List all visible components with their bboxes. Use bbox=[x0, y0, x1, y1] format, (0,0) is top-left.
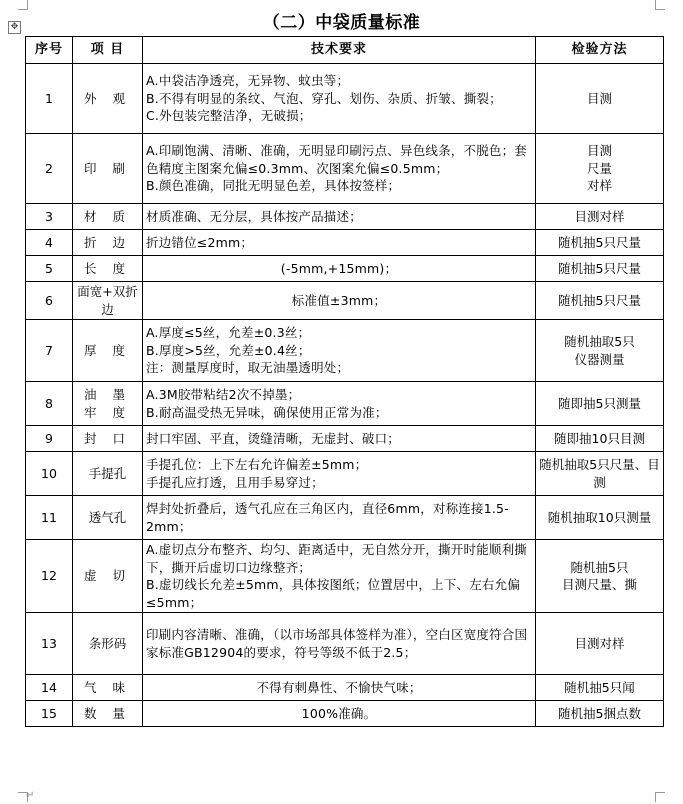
row-item: 封 口 bbox=[73, 426, 143, 452]
row-item: 印 刷 bbox=[73, 134, 143, 204]
method-line: 随机抽5只闻 bbox=[564, 679, 635, 695]
row-method bbox=[536, 382, 664, 426]
method-line: 仪器测量 bbox=[574, 351, 625, 367]
row-number: 5 bbox=[26, 256, 73, 282]
row-item: 折 边 bbox=[73, 230, 143, 256]
header-requirement: 技术要求 bbox=[143, 37, 536, 64]
row-item: 长 度 bbox=[73, 256, 143, 282]
row-requirement bbox=[143, 320, 536, 382]
table-row bbox=[26, 382, 664, 426]
table-row bbox=[26, 282, 664, 320]
table-row bbox=[26, 204, 664, 230]
row-number: 10 bbox=[26, 452, 73, 496]
row-method bbox=[536, 230, 664, 256]
method-line: 目测尺量、撕 bbox=[561, 577, 637, 592]
requirement-line: B.虚切线长允差±5mm，具体按图纸；位置居中，上下、左右允偏≤5mm； bbox=[146, 577, 521, 610]
row-requirement bbox=[143, 204, 536, 230]
table-row bbox=[26, 701, 664, 727]
requirement-line: A.印刷饱满、清晰、准确，无明显印刷污点、异色线条，不脱色；套色精度主图案允偏≤0.3mm、次图案允偏≤0.5mm； bbox=[146, 143, 528, 176]
requirement-line: 印刷内容清晰、准确，（以市场部具体签样为准），空白区宽度符合国家标准GB12904的要求，符号等级不低于2.5； bbox=[146, 627, 528, 660]
row-item: 外 观 bbox=[73, 64, 143, 134]
row-requirement bbox=[143, 701, 536, 727]
quality-standard-table bbox=[25, 36, 664, 727]
row-number: 12 bbox=[26, 540, 73, 613]
row-method bbox=[536, 496, 664, 540]
requirement-line: 封口牢固、平直，烫缝清晰，无虚封、破口； bbox=[146, 430, 401, 446]
row-method bbox=[536, 256, 664, 282]
table-row bbox=[26, 452, 664, 496]
requirement-line: 注：测量厚度时，取无油墨透明处； bbox=[146, 360, 350, 376]
table-row bbox=[26, 134, 664, 204]
row-item: 手提孔 bbox=[73, 452, 143, 496]
requirement-line: 手提孔位：上下左右允许偏差±5mm； bbox=[146, 457, 368, 472]
row-requirement bbox=[143, 613, 536, 675]
row-number: 8 bbox=[26, 382, 73, 426]
method-line: 随机抽5捆点数 bbox=[558, 705, 641, 721]
requirement-line: A.中袋洁净透亮，无异物、蚊虫等； bbox=[146, 73, 350, 89]
row-requirement bbox=[143, 675, 536, 701]
requirement-line: 100%准确。 bbox=[301, 705, 377, 721]
row-method bbox=[536, 701, 664, 727]
requirement-line: 手提孔应打透，且用手易穿过； bbox=[146, 474, 324, 490]
method-line: 随机抽5只尺量 bbox=[558, 292, 641, 308]
method-line: 目测 bbox=[586, 143, 612, 159]
row-method bbox=[536, 320, 664, 382]
method-line: 随机抽取10只测量 bbox=[547, 509, 652, 525]
method-line: 随机抽5只 bbox=[570, 559, 629, 575]
row-method bbox=[536, 452, 664, 496]
row-item: 油 墨 牢 度 bbox=[73, 382, 143, 426]
requirement-line: A.厚度≤5丝，允差±0.3丝； bbox=[146, 325, 311, 341]
method-line: 对样 bbox=[586, 178, 612, 194]
method-line: 随机抽取5只尺量、目测 bbox=[539, 457, 660, 490]
row-requirement bbox=[143, 256, 536, 282]
row-number: 1 bbox=[26, 64, 73, 134]
page-corner-mark bbox=[655, 792, 665, 802]
row-item: 材 质 bbox=[73, 204, 143, 230]
requirement-line: 标准值±3mm； bbox=[291, 292, 387, 308]
row-number: 4 bbox=[26, 230, 73, 256]
row-requirement bbox=[143, 496, 536, 540]
method-line: 随机抽5只尺量 bbox=[558, 260, 641, 276]
row-method bbox=[536, 613, 664, 675]
header-method: 检验方法 bbox=[536, 37, 664, 64]
requirement-line: B.耐高温受热无异味，确保使用正常为准； bbox=[146, 404, 388, 420]
row-method bbox=[536, 540, 664, 613]
row-number: 15 bbox=[26, 701, 73, 727]
row-number: 2 bbox=[26, 134, 73, 204]
requirement-line: 折边错位≤2mm； bbox=[146, 234, 254, 250]
method-line: 目测对样 bbox=[574, 635, 625, 651]
row-item: 透气孔 bbox=[73, 496, 143, 540]
row-method bbox=[536, 675, 664, 701]
requirement-line: (-5mm,+15mm)； bbox=[280, 260, 398, 276]
row-method bbox=[536, 64, 664, 134]
row-item: 气 味 bbox=[73, 675, 143, 701]
table-row bbox=[26, 426, 664, 452]
row-requirement bbox=[143, 134, 536, 204]
table-row bbox=[26, 256, 664, 282]
requirement-line: A.3M胶带粘结2次不掉墨； bbox=[146, 387, 301, 402]
row-number: 11 bbox=[26, 496, 73, 540]
table-row bbox=[26, 675, 664, 701]
row-requirement bbox=[143, 382, 536, 426]
row-requirement bbox=[143, 282, 536, 320]
row-requirement bbox=[143, 230, 536, 256]
table-header-row bbox=[26, 37, 664, 64]
row-number: 14 bbox=[26, 675, 73, 701]
requirement-line: B.颜色准确，同批无明显色差，具体按签样； bbox=[146, 178, 401, 194]
row-requirement bbox=[143, 540, 536, 613]
row-number: 6 bbox=[26, 282, 73, 320]
table-row bbox=[26, 230, 664, 256]
requirement-line: 材质准确、无分层，具体按产品描述； bbox=[146, 208, 362, 224]
table-row bbox=[26, 64, 664, 134]
requirement-line: B.不得有明显的条纹、气泡、穿孔、划伤、杂质、折皱、撕裂； bbox=[146, 90, 502, 106]
method-line: 目测 bbox=[586, 90, 612, 106]
row-requirement bbox=[143, 64, 536, 134]
table-row bbox=[26, 540, 664, 613]
method-line: 尺量 bbox=[586, 160, 612, 176]
requirement-line: A.虚切点分布整齐、均匀、距离适中，无自然分开，撕开时能顺利撕下，撕开后虚切口边缘整齐； bbox=[146, 542, 528, 575]
row-item: 厚 度 bbox=[73, 320, 143, 382]
row-requirement bbox=[143, 426, 536, 452]
method-line: 目测对样 bbox=[574, 208, 625, 224]
row-item: 虚 切 bbox=[73, 540, 143, 613]
requirement-line: B.厚度>5丝，允差±0.4丝； bbox=[146, 342, 311, 358]
requirement-line: 焊封处折叠后，透气孔应在三角区内，直径6mm，对称连接1.5-2mm； bbox=[146, 501, 509, 534]
method-line: 随即抽10只目测 bbox=[554, 430, 645, 446]
row-number: 13 bbox=[26, 613, 73, 675]
method-line: 随机抽5只尺量 bbox=[558, 234, 641, 250]
requirement-line: C.外包装完整洁净，无破损； bbox=[146, 108, 312, 124]
row-requirement bbox=[143, 452, 536, 496]
row-method bbox=[536, 134, 664, 204]
paragraph-mark: ↵ bbox=[26, 790, 35, 801]
header-no: 序号 bbox=[26, 37, 73, 64]
table-row bbox=[26, 496, 664, 540]
table-move-handle-icon[interactable]: ✥ bbox=[8, 21, 21, 34]
row-item: 面宽+双折边 bbox=[73, 282, 143, 320]
header-item: 项 目 bbox=[73, 37, 143, 64]
row-method bbox=[536, 426, 664, 452]
table-body bbox=[26, 64, 664, 727]
row-number: 9 bbox=[26, 426, 73, 452]
row-method bbox=[536, 282, 664, 320]
method-line: 随即抽5只测量 bbox=[558, 395, 641, 411]
table-row bbox=[26, 613, 664, 675]
method-line: 随机抽取5只 bbox=[564, 334, 635, 349]
row-number: 7 bbox=[26, 320, 73, 382]
page-title: （二）中袋质量标准 bbox=[262, 13, 421, 33]
row-item: 条形码 bbox=[73, 613, 143, 675]
row-method bbox=[536, 204, 664, 230]
requirement-line: 不得有刺鼻性、不愉快气味； bbox=[256, 679, 422, 695]
row-number: 3 bbox=[26, 204, 73, 230]
table-row bbox=[26, 320, 664, 382]
row-item: 数 量 bbox=[73, 701, 143, 727]
